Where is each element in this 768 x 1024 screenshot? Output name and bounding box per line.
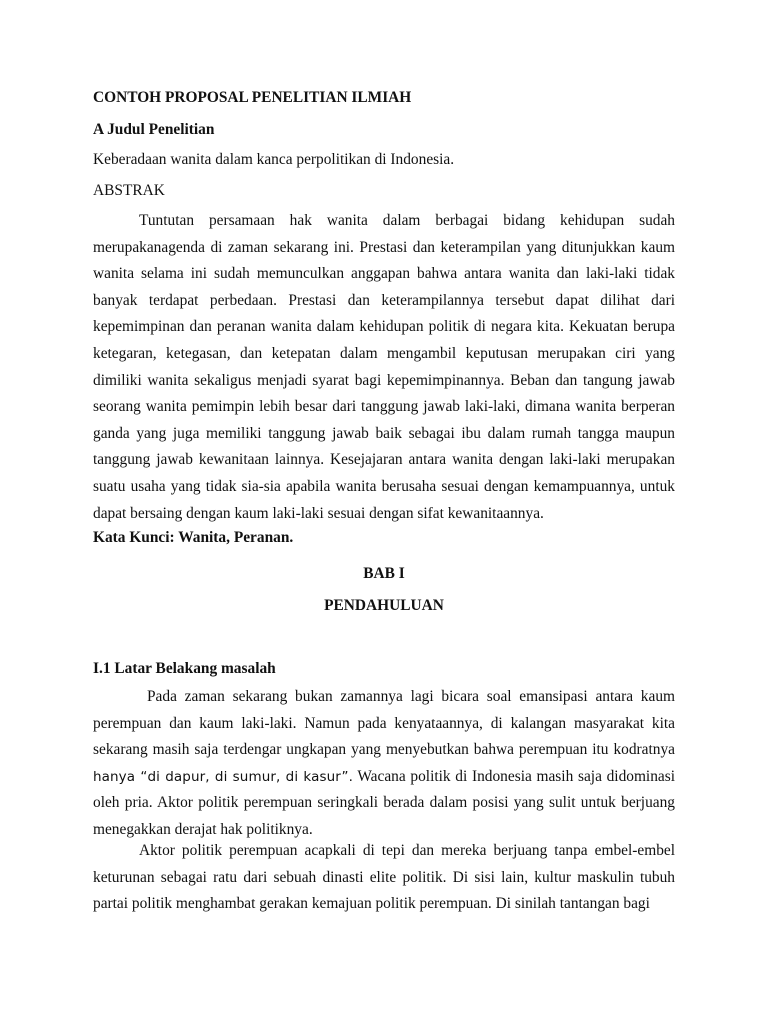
section-heading: I.1 Latar Belakang masalah [93,660,276,677]
document-title: CONTOH PROPOSAL PENELITIAN ILMIAH [93,89,412,106]
paragraph-1-quote: hanya “di dapur, di sumur, di kasur”. [93,768,353,785]
section-a-heading: A Judul Penelitian [93,121,215,138]
paragraph-1-text-before: Pada zaman sekarang bukan zamannya lagi bicara soal emansipasi antara kaum perempuan dan kaum laki-laki. Namun pada kenyataannya, di kalangan masyarakat kita sekarang masih saja terdengar ungkapan yang menyebutkan bahwa perempuan itu kodratnya [93,688,675,759]
paragraph-1-text-after: Wacana politik di Indonesia masih saja didominasi oleh pria. Aktor politik perempuan seringkali berada dalam posisi yang sulit untuk berjuang menegakkan derajat hak politiknya. [93,767,675,838]
abstract-heading: ABSTRAK [93,182,165,199]
chapter-title: PENDAHULUAN [324,597,444,614]
background-paragraph-1 [93,684,675,844]
background-paragraph-2: Aktor politik perempuan acapkali di tepi dan mereka berjuang tanpa embel-embel keturunan sebagai ratu dari sebuah dinasti elite politik. Di sisi lain, kultur maskulin tubuh partai politik menghambat gerakan kemajuan politik perempuan. Di sinilah tantangan bagi [93,842,675,913]
keywords: Kata Kunci: Wanita, Peranan. [93,529,294,546]
research-title: Keberadaan wanita dalam kanca perpolitikan di Indonesia. [93,151,455,168]
chapter-number: BAB I [363,565,405,582]
abstract-text: Tuntutan persamaan hak wanita dalam berbagai bidang kehidupan sudah merupakanagenda di zaman sekarang ini. Prestasi dan keterampilan yang ditunjukkan kaum wanita selama ini sudah memunculkan anggapan bahwa antara wanita dan laki-laki tidak banyak terdapat perbedaan. Prestasi dan keterampilannya tersebut dapat dilihat dari kepemimpinan dan peranan wanita dalam kehidupan politik di negara kita. Kekuatan berupa ketegaran, ketegasan, dan ketepatan dalam mengambil keputusan merupakan ciri yang dimiliki wanita sekaligus menjadi syarat bagi kepemimpinannya. Beban dan tangung jawab seorang wanita pemimpin lebih besar dari tanggung jawab laki-laki, dimana wanita berperan ganda yang juga memiliki tanggung jawab baik sebagai ibu dalam rumah tangga maupun tanggung jawab kewanitaan lainnya. Kesejajaran antara wanita dengan laki-laki merupakan suatu usaha yang tidak sia-sia apabila wanita berusaha sesuai dengan kemampuannya, untuk dapat bersaing dengan kaum laki-laki sesuai dengan sifat kewanitaannya. [93,212,675,522]
